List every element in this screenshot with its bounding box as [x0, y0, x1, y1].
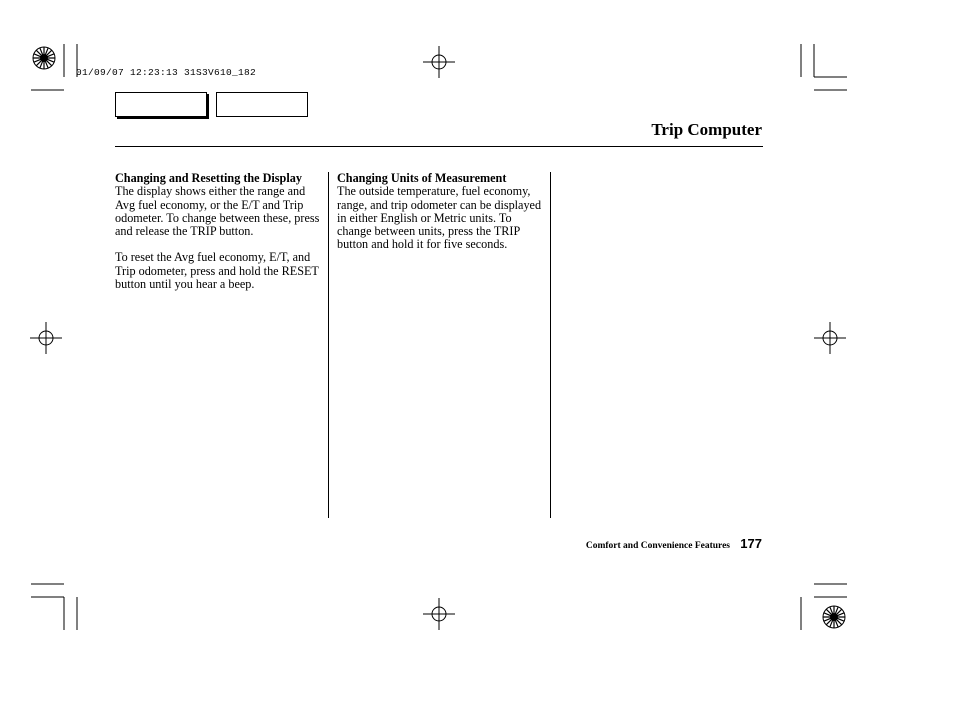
section-heading: Changing and Resetting the Display: [115, 171, 302, 185]
page-title: Trip Computer: [651, 120, 762, 139]
section-tab-box: [216, 92, 308, 117]
body-paragraph: The outside temperature, fuel economy, range, and trip odometer can be displayed in either English or Metric units. To change between units, press the TRIP button and hold it for five seconds.: [337, 184, 542, 252]
text-column-2: [337, 172, 543, 252]
column-divider: [328, 172, 329, 518]
section-heading: Changing Units of Measurement: [337, 171, 507, 185]
header-rule: [115, 146, 763, 147]
section-tab-box: [115, 92, 207, 117]
text-column-1: [115, 172, 321, 291]
column-divider: [550, 172, 551, 518]
page-number: 177: [740, 536, 762, 551]
body-paragraph: To reset the Avg fuel economy, E/T, and Trip odometer, press and hold the RESET button until you hear a beep.: [115, 250, 319, 292]
footer-section-label: Comfort and Convenience Features: [585, 541, 730, 551]
body-paragraph: The display shows either the range and Avg fuel economy, or the E/T and Trip odometer. To change between these, press and release the TRIP button.: [115, 184, 320, 239]
print-stamp: 01/09/07 12:23:13 31S3V610_182: [76, 67, 257, 78]
